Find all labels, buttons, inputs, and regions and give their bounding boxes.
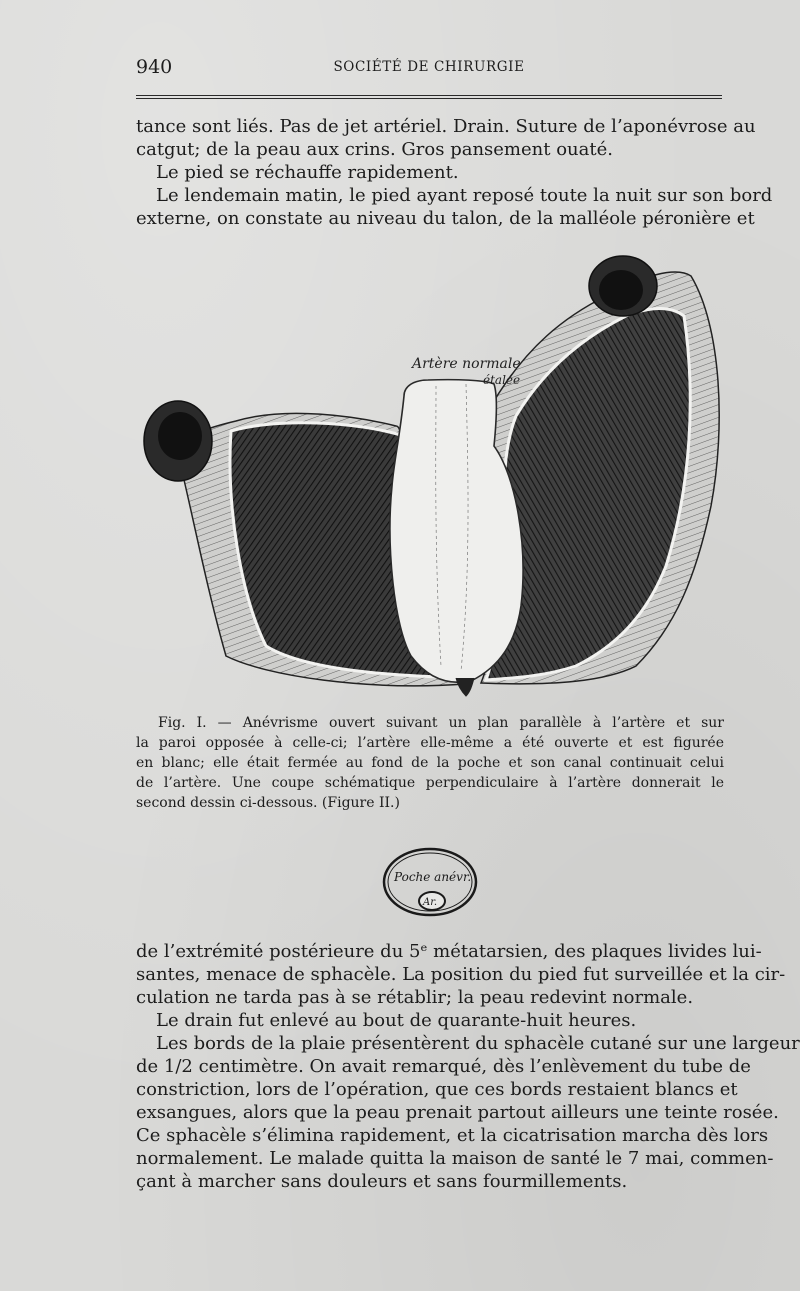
text-line: exsangues, alors que la peau prenait partout ailleurs une teinte rosée. [136,1102,779,1123]
figure-ii-schematic [380,845,480,919]
text-line: çant à marcher sans douleurs et sans fourmillements. [136,1171,628,1192]
caption-line: second dessin ci-dessous. (Figure II.) [136,795,400,811]
text-line: catgut; de la peau aux crins. Gros pansement ouaté. [136,139,613,160]
bottom-paragraph [136,940,800,1193]
caption-line: la paroi opposée à celle-ci; l’artère elle-même a été ouverte et est figurée [136,735,724,751]
text-line: culation ne tarda pas à se rétablir; la peau redevint normale. [136,987,694,1008]
caption-line: en blanc; elle était fermée au fond de la poche et son canal continuait celui [136,755,724,771]
text-line: tance sont liés. Pas de jet artériel. Drain. Suture de l’aponévrose au [136,116,756,137]
figure-ii-inner-label: Ar. [423,897,438,908]
text-line: externe, on constate au niveau du talon, de la malléole péronière et [136,208,755,229]
top-paragraph [136,115,773,230]
text-line: Les bords de la plaie présentèrent du sphacèle cutané sur une largeur [156,1033,800,1054]
handwritten-label-line2: étalée [483,373,521,387]
text-line: de l’extrémité postérieure du 5ᵉ métatarsien, des plaques livides lui- [136,941,762,962]
running-title: SOCIÉTÉ DE CHIRURGIE [333,59,525,75]
header-rule [136,98,722,99]
text-line: santes, menace de sphacèle. La position du pied fut surveillée et la cir- [136,964,786,985]
text-line: Le pied se réchauffe rapidement. [156,162,459,183]
text-line: constriction, lors de l’opération, que ces bords restaient blancs et [136,1079,738,1100]
page-number: 940 [136,56,173,78]
text-line: normalement. Le malade quitta la maison de santé le 7 mai, commen- [136,1148,774,1169]
header-rule [136,95,722,96]
figure-caption [136,713,724,813]
running-head [136,56,722,80]
text-line: Le lendemain matin, le pied ayant reposé toute la nuit sur son bord [156,185,773,206]
text-line: Le drain fut enlevé au bout de quarante-huit heures. [156,1010,637,1031]
figure-aneurysm-drawing [136,246,726,700]
text-line: de 1/2 centimètre. On avait remarqué, dès l’enlèvement du tube de [136,1056,751,1077]
caption-line: Fig. I. — Anévrisme ouvert suivant un plan parallèle à l’artère et sur [158,715,724,731]
figure-ii-outer-label: Poche anévr. [394,870,472,884]
caption-line: de l’artère. Une coupe schématique perpendiculaire à l’artère donnerait le [136,775,724,791]
text-line: Ce sphacèle s’élimina rapidement, et la cicatrisation marcha dès lors [136,1125,769,1146]
handwritten-label-line1: Artère normale [412,356,521,372]
